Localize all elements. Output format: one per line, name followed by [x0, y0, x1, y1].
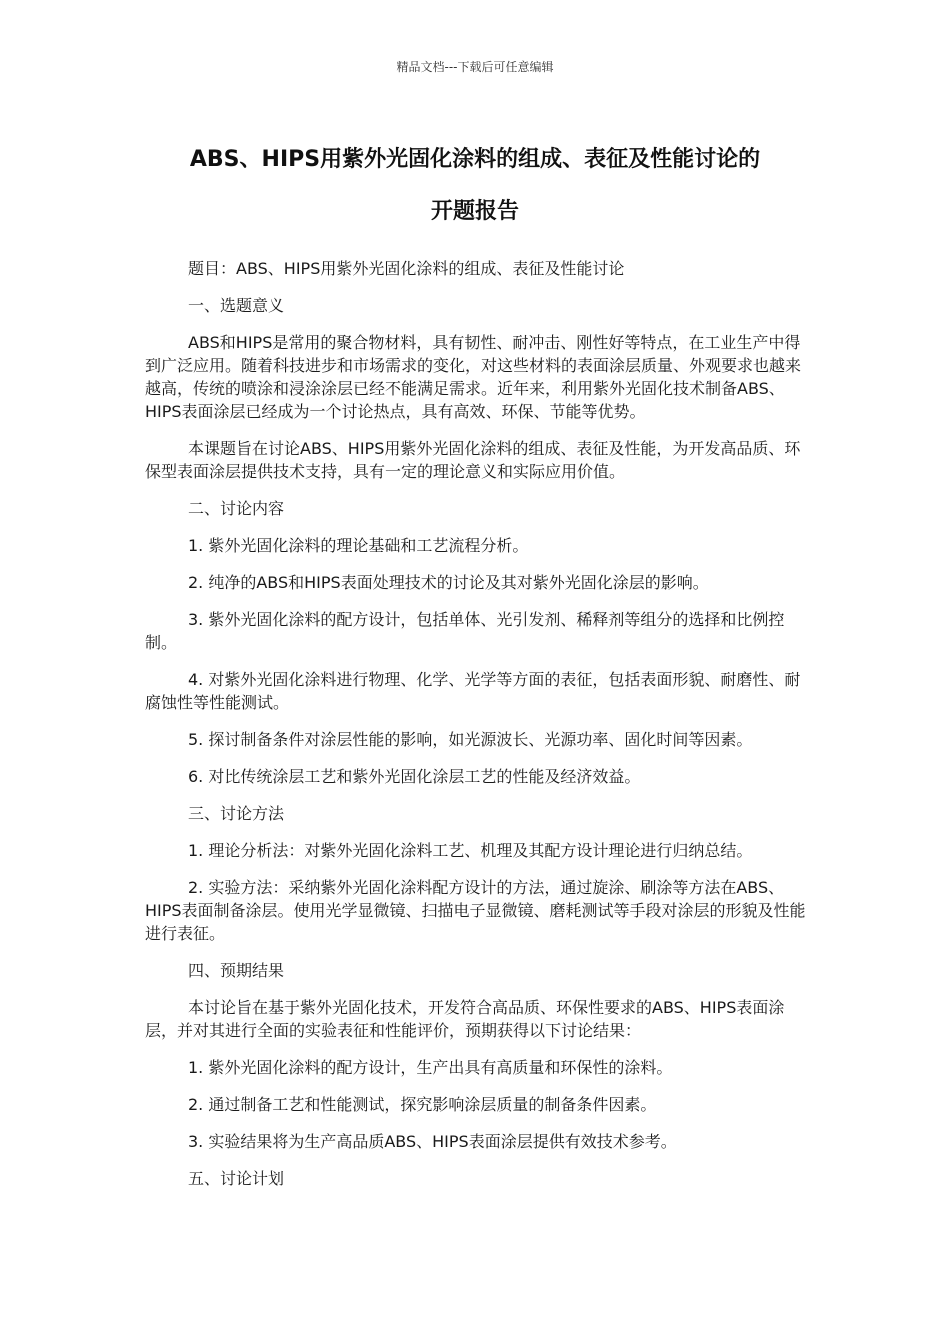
- title-line-1: ABS、HIPS用紫外光固化涂料的组成、表征及性能讨论的: [189, 147, 761, 172]
- section-heading-plan: 五、讨论计划: [188, 1169, 285, 1188]
- list-item: 1. 紫外光固化涂料的理论基础和工艺流程分析。: [188, 536, 529, 555]
- document-body: [145, 257, 807, 1204]
- paragraph: ABS和HIPS是常用的聚合物材料，具有韧性、耐冲击、刚性好等特点，在工业生产中得到广泛应用。随着科技进步和市场需求的变化，对这些材料的表面涂层质量、外观要求也越来越高，传统的喷涂和浸涂涂层已经不能满足需求。近年来，利用紫外光固化技术制备ABS、HIPS表面涂层已经成为一个讨论热点，具有高效、环保、节能等优势。: [145, 333, 802, 421]
- section-heading-methods: 三、讨论方法: [188, 804, 285, 823]
- section-heading-significance: 一、选题意义: [188, 296, 285, 315]
- list-item: 3. 实验结果将为生产高品质ABS、HIPS表面涂层提供有效技术参考。: [188, 1132, 677, 1151]
- document-title: [130, 134, 820, 238]
- list-item: 4. 对紫外光固化涂料进行物理、化学、光学等方面的表征，包括表面形貌、耐磨性、耐腐蚀性等性能测试。: [145, 670, 801, 712]
- list-item: 2. 纯净的ABS和HIPS表面处理技术的讨论及其对紫外光固化涂层的影响。: [188, 573, 709, 592]
- title-line-2: 开题报告: [430, 199, 519, 224]
- page-header: 精品文档---下载后可任意编辑: [396, 60, 554, 74]
- list-item: 3. 紫外光固化涂料的配方设计，包括单体、光引发剂、稀释剂等组分的选择和比例控制。: [145, 610, 785, 652]
- section-heading-expected-results: 四、预期结果: [188, 961, 285, 980]
- list-item: 2. 实验方法：采纳紫外光固化涂料配方设计的方法，通过旋涂、刷涂等方法在ABS、HIPS表面制备涂层。使用光学显微镜、扫描电子显微镜、磨耗测试等手段对涂层的形貌及性能进行表征。: [145, 878, 806, 943]
- topic-line: 题目：ABS、HIPS用紫外光固化涂料的组成、表征及性能讨论: [188, 259, 625, 278]
- section-heading-content: 二、讨论内容: [188, 499, 285, 518]
- paragraph: 本课题旨在讨论ABS、HIPS用紫外光固化涂料的组成、表征及性能，为开发高品质、环保型表面涂层提供技术支持，具有一定的理论意义和实际应用价值。: [145, 439, 801, 481]
- list-item: 2. 通过制备工艺和性能测试，探究影响涂层质量的制备条件因素。: [188, 1095, 657, 1114]
- list-item: 1. 理论分析法：对紫外光固化涂料工艺、机理及其配方设计理论进行归纳总结。: [188, 841, 753, 860]
- list-item: 5. 探讨制备条件对涂层性能的影响，如光源波长、光源功率、固化时间等因素。: [188, 730, 753, 749]
- list-item: 6. 对比传统涂层工艺和紫外光固化涂层工艺的性能及经济效益。: [188, 767, 641, 786]
- paragraph: 本讨论旨在基于紫外光固化技术，开发符合高品质、环保性要求的ABS、HIPS表面涂层，并对其进行全面的实验表征和性能评价，预期获得以下讨论结果：: [145, 998, 785, 1040]
- list-item: 1. 紫外光固化涂料的配方设计，生产出具有高质量和环保性的涂料。: [188, 1058, 673, 1077]
